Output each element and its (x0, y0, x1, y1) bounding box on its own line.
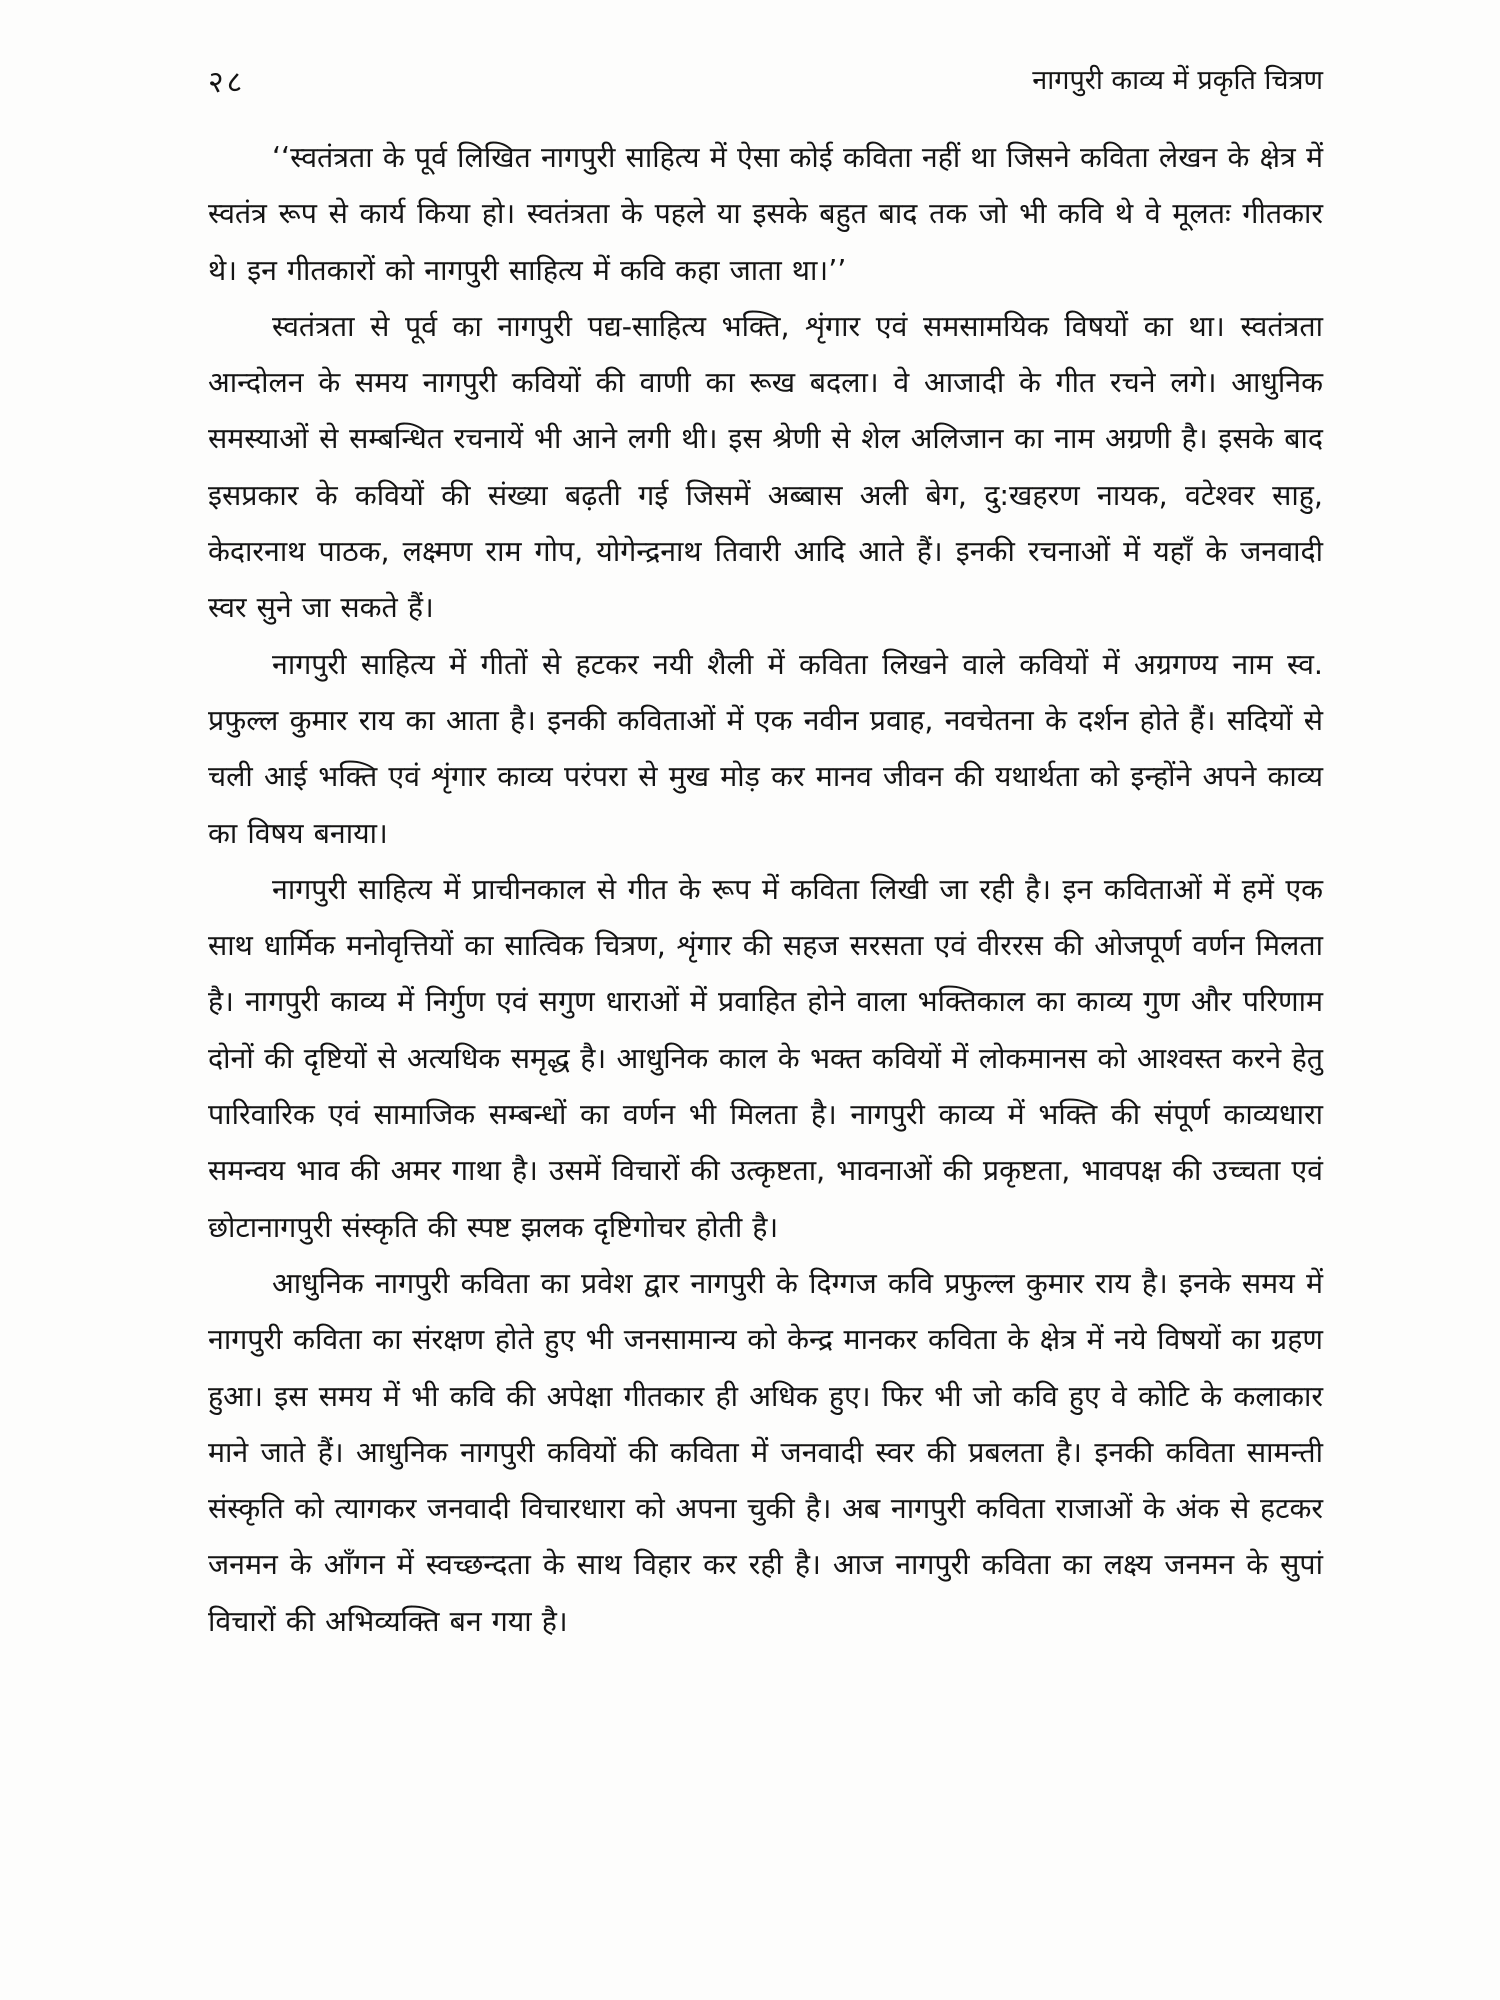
page-number: २८ (208, 65, 246, 100)
paragraph-quote: ‘‘स्वतंत्रता के पूर्व लिखित नागपुरी साहित्य में ऐसा कोई कविता नहीं था जिसने कविता लेखन के क्षेत्र में स्वतंत्र रूप से कार्य किया हो। स्वतंत्रता के पहले या इसके बहुत बाद तक जो भी कवि थे वे मूलतः गीतकार थे। इन गीतकारों को नागपुरी साहित्य में कवि कहा जाता था।’’ (208, 141, 1323, 287)
paragraph: नागपुरी साहित्य में गीतों से हटकर नयी शैली में कविता लिखने वाले कवियों में अग्रगण्य नाम स्व. प्रफुल्ल कुमार राय का आता है। इनकी कविताओं में एक नवीन प्रवाह, नवचेतना के दर्शन होते हैं। सदियों से चली आई भक्ति एवं शृंगार काव्य परंपरा से मुख मोड़ कर मानव जीवन की यथार्थता को इन्होंने अपने काव्य का विषय बनाया। (208, 647, 1323, 850)
paragraph: आधुनिक नागपुरी कविता का प्रवेश द्वार नागपुरी के दिग्गज कवि प्रफुल्ल कुमार राय है। इनके समय में नागपुरी कविता का संरक्षण होते हुए भी जनसामान्य को केन्द्र मानकर कविता के क्षेत्र में नये विषयों का ग्रहण हुआ। इस समय में भी कवि की अपेक्षा गीतकार ही अधिक हुए। फिर भी जो कवि हुए वे कोटि के कलाकार माने जाते हैं। आधुनिक नागपुरी कवियों की कविता में जनवादी स्वर की प्रबलता है। इनकी कविता सामन्ती संस्कृति को त्यागकर जनवादी विचारधारा को अपना चुकी है। अब नागपुरी कविता राजाओं के अंक से हटकर जनमन के आँगन में स्वच्छन्दता के साथ विहार कर रही है। आज नागपुरी कविता का लक्ष्य जनमन के सुपां विचारों की अभिव्यक्ति बन गया है। (208, 1266, 1323, 1638)
running-title: नागपुरी काव्य में प्रकृति चित्रण (1032, 65, 1323, 96)
paragraph: नागपुरी साहित्य में प्राचीनकाल से गीत के रूप में कविता लिखी जा रही है। इन कविताओं में हमें एक साथ धार्मिक मनोवृत्तियों का सात्विक चित्रण, शृंगार की सहज सरसता एवं वीररस की ओजपूर्ण वर्णन मिलता है। नागपुरी काव्य में निर्गुण एवं सगुण धाराओं में प्रवाहित होने वाला भक्तिकाल का काव्य गुण और परिणाम दोनों की दृष्टियों से अत्यधिक समृद्ध है। आधुनिक काल के भक्त कवियों में लोकमानस को आश्वस्त करने हेतु पारिवारिक एवं सामाजिक सम्बन्धों का वर्णन भी मिलता है। नागपुरी काव्य में भक्ति की संपूर्ण काव्यधारा समन्वय भाव की अमर गाथा है। उसमें विचारों की उत्कृष्टता, भावनाओं की प्रकृष्टता, भावपक्ष की उच्चता एवं छोटानागपुरी संस्कृति की स्पष्ट झलक दृष्टिगोचर होती है। (208, 872, 1323, 1244)
page-header (208, 60, 1323, 116)
paragraph: स्वतंत्रता से पूर्व का नागपुरी पद्य-साहित्य भक्ति, शृंगार एवं समसामयिक विषयों का था। स्वतंत्रता आन्दोलन के समय नागपुरी कवियों की वाणी का रूख बदला। वे आजादी के गीत रचने लगे। आधुनिक समस्याओं से सम्बन्धित रचनायें भी आने लगी थी। इस श्रेणी से शेल अलिजान का नाम अग्रणी है। इसके बाद इसप्रकार के कवियों की संख्या बढ़ती गई जिसमें अब्बास अली बेग, दु:खहरण नायक, वटेश्वर साहु, केदारनाथ पाठक, लक्ष्मण राम गोप, योगेन्द्रनाथ तिवारी आदि आते हैं। इनकी रचनाओं में यहाँ के जनवादी स्वर सुने जा सकते हैं। (208, 309, 1323, 625)
body-text (208, 130, 1323, 1650)
